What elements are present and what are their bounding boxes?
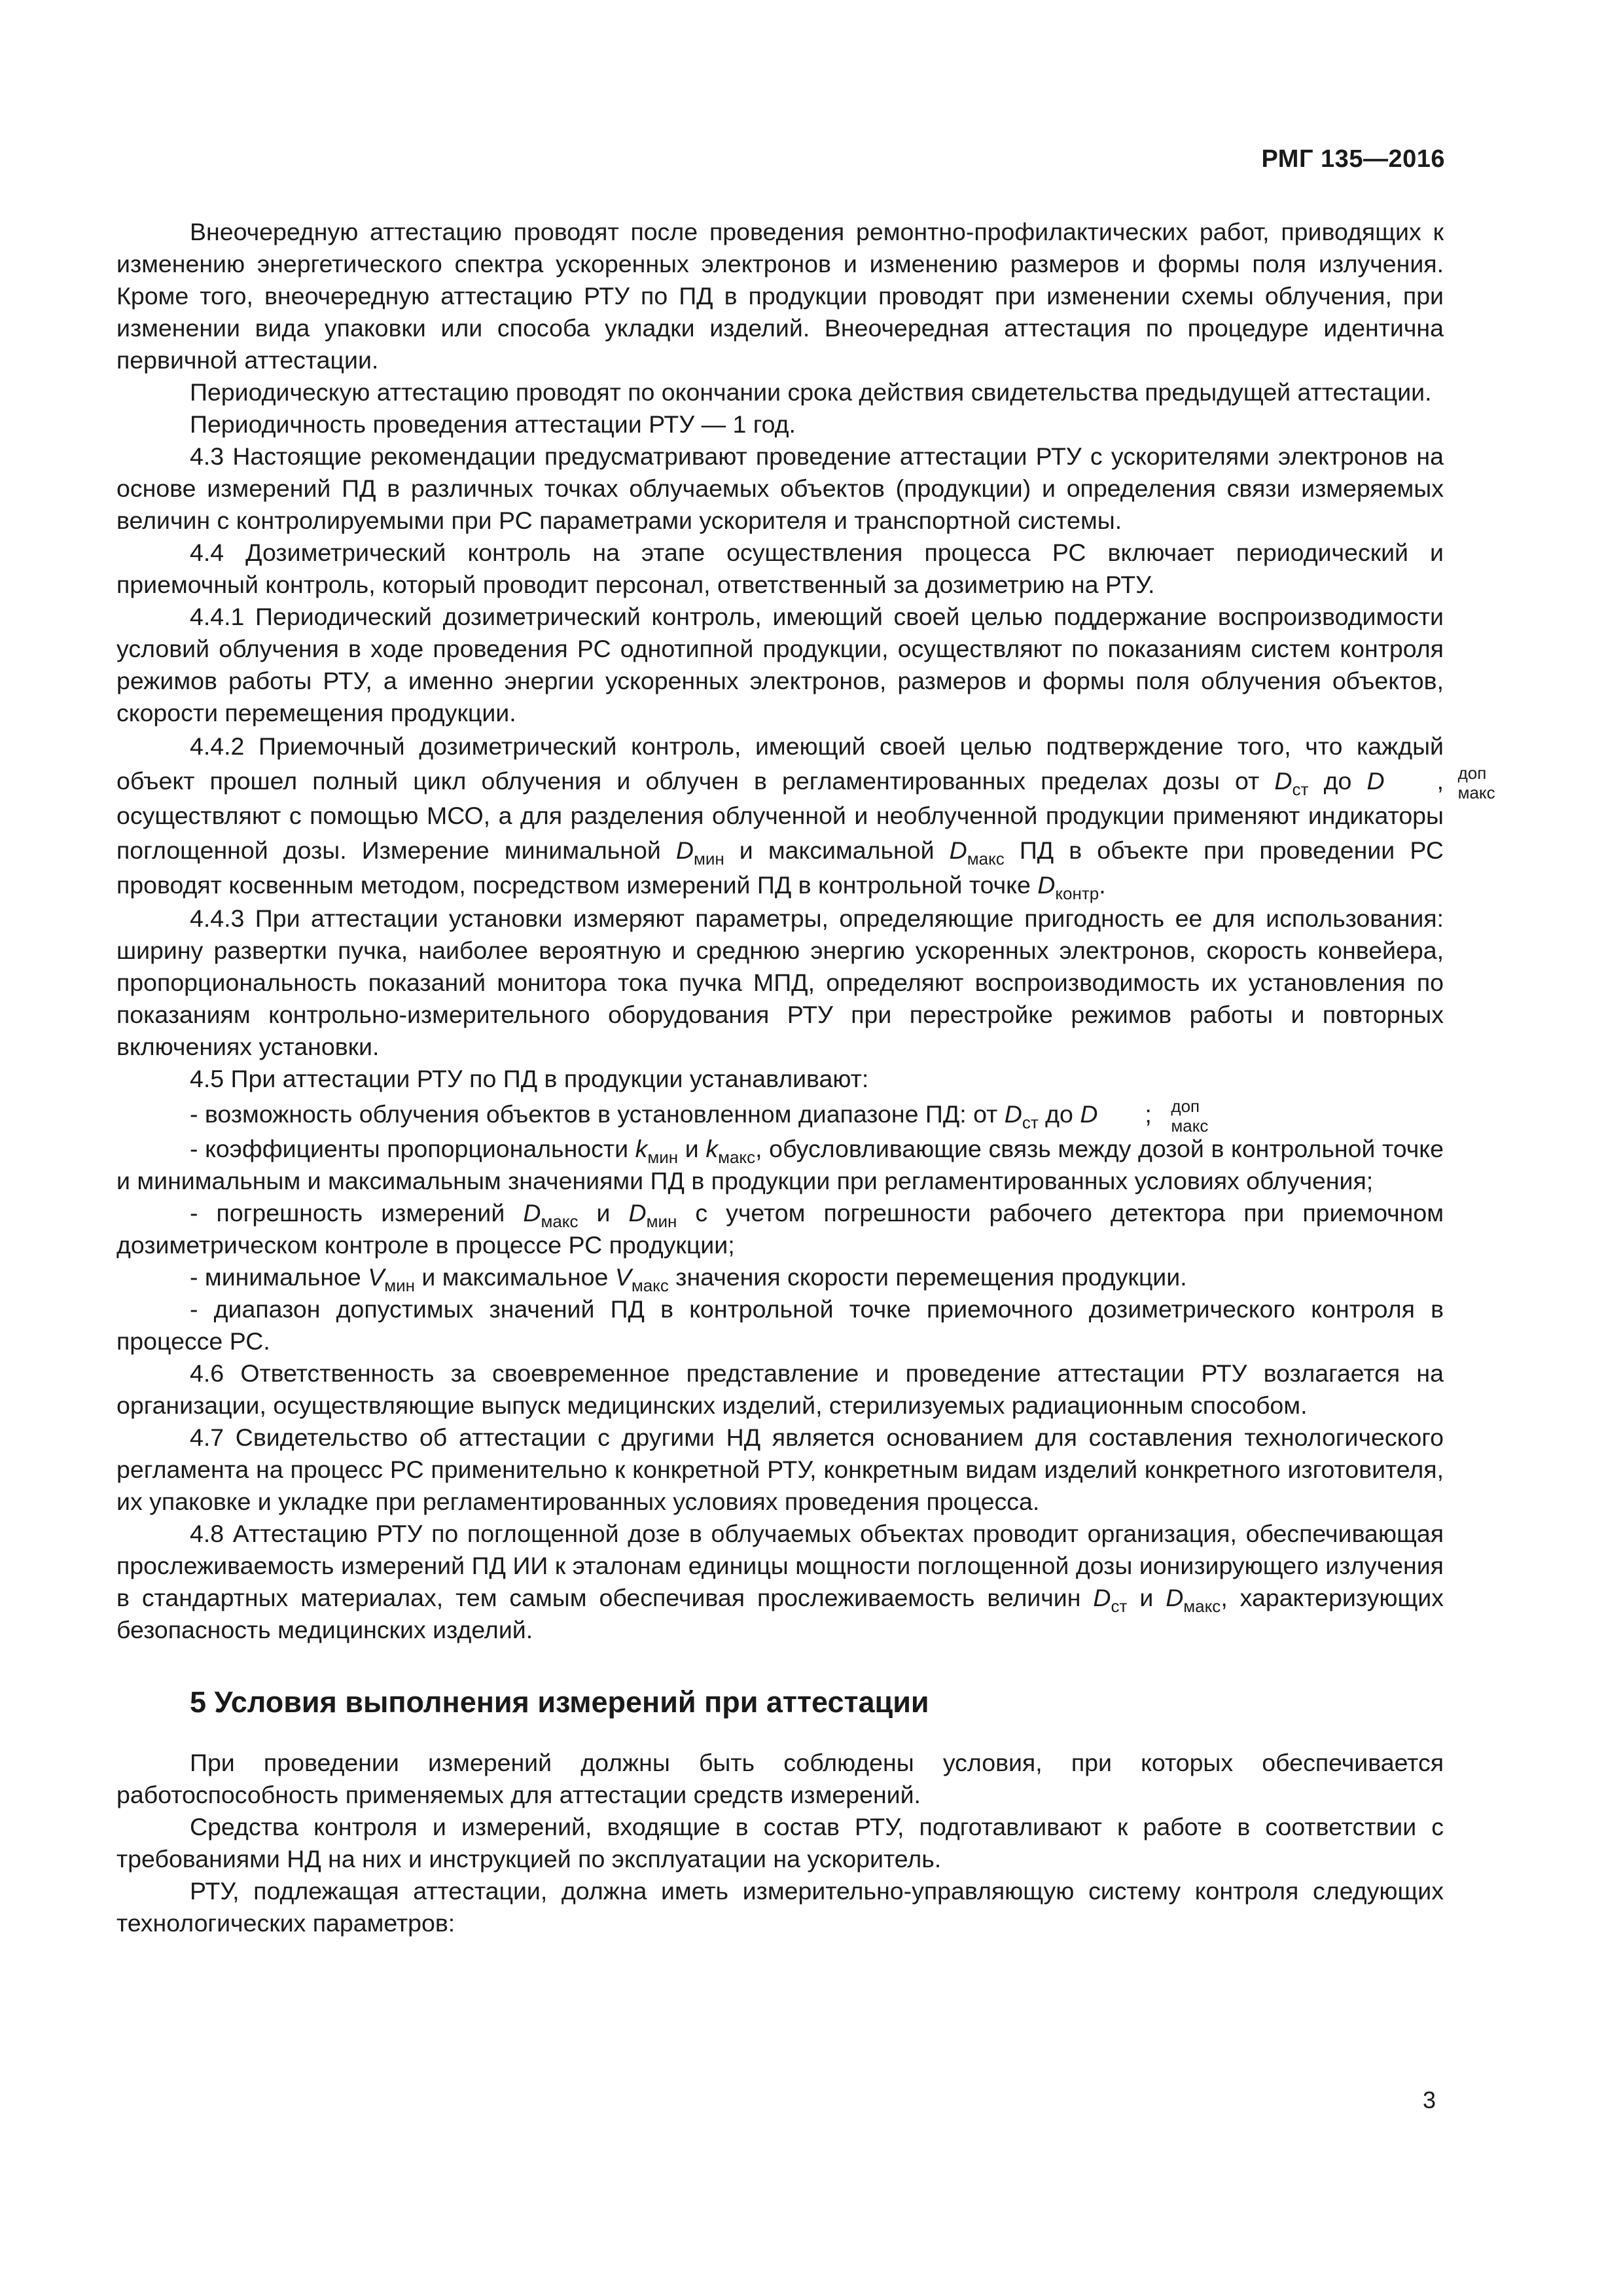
paragraph-extraordinary-certification: Внеочередную аттестацию проводят после проведения ремонтно-профилактических работ, приводящих к изменению энергетического спектра ускоренных электронов и изменению размеров и формы поля излучения. Кроме того, внеочередную аттестацию РТУ по ПД в продукции проводят при изменении схемы облучения, при изменении вида упаковки или способа укладки изделий. Внеочередная аттестация по процедуре идентична первичной аттестации. xyxy=(116,218,1444,374)
paragraph-periodic-certification: Периодическую аттестацию проводят по окончании срока действия свидетельства предыдущей аттестации. xyxy=(190,378,1432,406)
section-5-heading: 5 Условия выполнения измерений при аттестации xyxy=(190,1685,929,1719)
paragraph-4-8: 4.8 Аттестацию РТУ по поглощенной дозе в облучаемых объектах проводит организация, обеспечивающая прослеживаемость измерений ПД ИИ к эталонам единицы мощности поглощенной дозы ионизирующего излучения в стандартных материалах, тем самым обеспечивая прослеживаемость величин $D_{ст}$ и $D_{макс}$, характеризующих безопасность медицинских изделий. xyxy=(116,1520,1444,1643)
paragraph-4-6: 4.6 Ответственность за своевременное представление и проведение аттестации РТУ возлагается на организации, осуществляющие выпуск медицинских изделий, стерилизуемых радиационным способом. xyxy=(116,1359,1444,1419)
document-code: РМГ 135—2016 xyxy=(1261,145,1445,173)
list-item-dose-range: - возможность облучения объектов в установленном диапазоне ПД: от $D_{ст}$ до D доп макс ; xyxy=(190,1096,1209,1136)
paragraph-4-3: 4.3 Настоящие рекомендации предусматривают проведение аттестации РТУ с ускорителями электронов на основе измерений ПД в различных точках облучаемых объектов (продукции) и определения связи измеряемых величин с контролируемыми при РС параметрами ускорителя и транспортной системы. xyxy=(116,442,1444,534)
list-item-speed-values: - минимальное $V_{мин}$ и максимальное $V_{макс}$ значения скорости перемещения продукции. xyxy=(190,1263,1187,1295)
paragraph-4-4-3: 4.4.3 При аттестации установки измеряют параметры, определяющие пригодность ее для использования: ширину развертки пучка, наиболее вероятную и среднюю энергию ускоренных электронов, скорость конвейера, пропорциональность показаний монитора тока пучка МПД, определяют воспроизводимость их установления по показаниям контрольно-измерительного оборудования РТУ при перестройке режимов работы и повторных включениях установки. xyxy=(116,905,1444,1060)
list-item-coefficients: - коэффициенты пропорциональности $k_{мин}$ и $k_{макс}$, обусловливающие связь между дозой в контрольной точке и минимальным и максимальным значениями ПД в продукции при регламентированных условиях облучения; xyxy=(116,1135,1444,1194)
section-5-paragraph-equipment: Средства контроля и измерений, входящие в состав РТУ, подготавливают к работе в соответствии с требованиями НД на них и инструкцией по эксплуатации на ускоритель. xyxy=(116,1813,1444,1873)
paragraph-4-7: 4.7 Свидетельство об аттестации с другими НД является основанием для составления технологического регламента на процесс РС применительно к конкретной РТУ, конкретным видам изделий конкретного изготовителя, их упаковке и укладке при регламентированных условиях проведения процесса. xyxy=(116,1424,1444,1515)
section-5-paragraph-control-system: РТУ, подлежащая аттестации, должна иметь измерительно-управляющую систему контроля следующих технологических параметров: xyxy=(116,1877,1444,1937)
paragraph-4-4-1: 4.4.1 Периодический дозиметрический контроль, имеющий своей целью поддержание воспроизводимости условий облучения в ходе проведения РС однотипной продукции, осуществляют по показаниям систем контроля режимов работы РТУ, а именно энергии ускоренных электронов, размеров и формы поля облучения объектов, скорости перемещения продукции. xyxy=(116,603,1444,726)
section-5-paragraph-conditions: При проведении измерений должны быть соблюдены условия, при которых обеспечивается работоспособность применяемых для аттестации средств измерений. xyxy=(116,1749,1444,1808)
paragraph-4-4: 4.4 Дозиметрический контроль на этапе осуществления процесса РС включает периодический и приемочный контроль, который проводит персонал, ответственный за дозиметрию на РТУ. xyxy=(116,539,1444,598)
document-body xyxy=(116,216,1495,1939)
page-number: 3 xyxy=(1423,2087,1436,2113)
paragraph-periodicity: Периодичность проведения аттестации РТУ — 1 год. xyxy=(190,410,796,438)
paragraph-4-5: 4.5 При аттестации РТУ по ПД в продукции устанавливают: xyxy=(190,1065,869,1092)
list-item-dose-control-range: - диапазон допустимых значений ПД в контрольной точке приемочного дозиметрического контроля в процессе РС. xyxy=(116,1295,1444,1355)
paragraph-4-4-2: 4.4.2 Приемочный дозиметрический контроль, имеющий своей целью подтверждение того, что каждый объект прошел полный цикл облучения и облучен в регламентированных пределах дозы от $D_{ст}$ до D доп макс , осуществляют с помощью МСО, а для разделения облученной и необлученной продукции применяют индикаторы поглощенной дозы. Измерение минимальной $D_{мин}$ и максимальной $D_{макс}$ ПД в объекте при проведении РС проводят косвенным методом, посредством измерений ПД в контрольной точке $D_{контр}$. xyxy=(116,732,1495,903)
list-item-measurement-error: - погрешность измерений $D_{макс}$ и $D_{мин}$ с учетом погрешности рабочего детектора при приемочном дозиметрическом контроле в процессе РС продукции; xyxy=(116,1199,1444,1259)
